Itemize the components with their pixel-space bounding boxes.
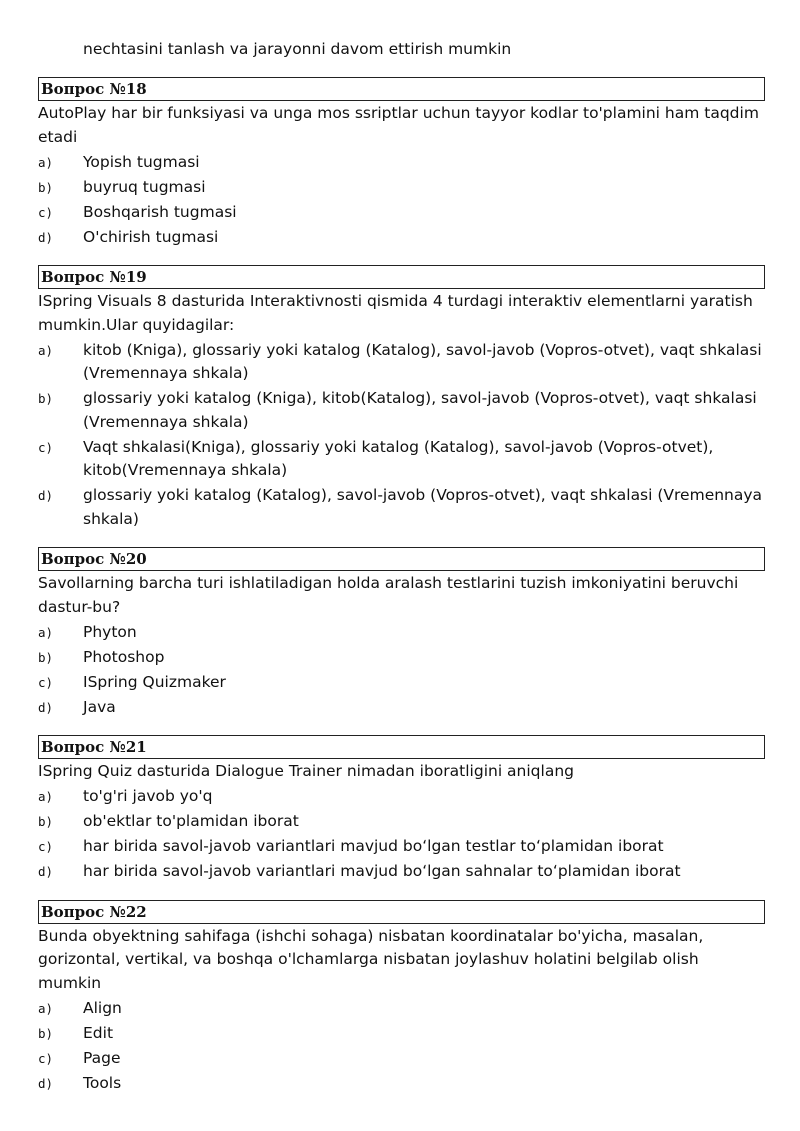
question-block [38,735,765,884]
continuation-text: nechtasini tanlash va jarayonni davom ettirish mumkin [83,40,512,58]
question-block [38,900,765,1096]
answer-option [38,646,765,670]
question-block [38,77,765,249]
option-letter: d) [38,488,54,503]
question-text: ISpring Quiz dasturida Dialogue Trainer nimadan iboratligini aniqlang [38,762,574,780]
option-text: har birida savol-javob variantlari mavjud boʻlgan testlar toʻplamidan iborat [83,837,664,855]
option-letter: a) [38,154,54,170]
option-letter: b) [38,814,54,829]
question-text: Savollarning barcha turi ishlatiladigan holda aralash testlarini tuzish imkoniyatini beruvchi dastur-bu? [38,574,739,616]
question-title: Вопрос №18 [38,77,765,101]
option-letter: c) [38,204,54,220]
option-text: Edit [83,1023,114,1042]
option-letter: c) [38,839,54,854]
option-letter: a) [38,342,54,358]
question-title: Вопрос №19 [38,265,765,289]
option-text: to'g'ri javob yo'q [83,787,213,805]
answer-option [38,671,765,695]
answer-option [38,696,765,720]
option-text: Yopish tugmasi [83,152,200,171]
option-letter: d) [38,1075,54,1091]
answer-option [38,339,765,386]
question-title: Вопрос №22 [38,900,765,924]
option-letter: b) [38,649,54,665]
option-text: har birida savol-javob variantlari mavjud boʻlgan sahnalar toʻplamidan iborat [83,862,681,880]
option-letter: b) [38,179,54,195]
option-text: Phyton [83,622,137,641]
question-title: Вопрос №21 [38,735,765,759]
answer-option [38,860,765,884]
answer-option [38,201,765,225]
question-title: Вопрос №20 [38,547,765,571]
option-text: glossariy yoki katalog (Kniga), kitob(Katalog), savol-javob (Vopros-otvet), vaqt shkalasi (Vremennaya shkala) [83,389,757,431]
document-page [38,0,765,1095]
option-text: Vaqt shkalasi(Kniga), glossariy yoki katalog (Katalog), savol-javob (Vopros-otvet), kitob(Vremennaya shkala) [83,437,714,479]
option-text: ob'ektlar to'plamidan iborat [83,812,299,830]
answer-option [38,1022,765,1046]
question-text: ISpring Visuals 8 dasturida Interaktivnosti qismida 4 turdagi interaktiv elementlarni yaratish mumkin.Ular quyidagilar: [38,292,753,334]
option-letter: d) [38,864,54,879]
option-text: Photoshop [83,647,165,666]
answer-option [38,176,765,200]
option-letter: c) [38,439,54,455]
option-letter: a) [38,789,54,804]
answer-option [38,810,765,834]
option-letter: a) [38,1000,54,1016]
option-text: O'chirish tugmasi [83,227,219,246]
answer-option [38,1047,765,1071]
option-letter: c) [38,674,54,690]
option-text: Align [83,998,122,1017]
question-block [38,547,765,719]
answer-option [38,484,765,531]
question-block [38,265,765,531]
option-letter: d) [38,229,54,245]
option-text: ISpring Quizmaker [83,672,226,691]
option-letter: b) [38,391,54,406]
answer-option [38,387,765,434]
option-text: Boshqarish tugmasi [83,202,237,221]
option-text: buyruq tugmasi [83,177,206,196]
answer-option [38,1072,765,1096]
question-text: AutoPlay har bir funksiyasi va unga mos ssriptlar uchun tayyor kodlar to'plamini ham taqdim etadi [38,104,759,146]
option-text: Page [83,1048,121,1067]
answer-option [38,151,765,175]
option-letter: a) [38,624,54,640]
option-text: kitob (Kniga), glossariy yoki katalog (Katalog), savol-javob (Vopros-otvet), vaqt shkalasi (Vremennaya shkala) [83,340,762,382]
answer-option [38,835,765,859]
answer-option [38,226,765,250]
option-text: glossariy yoki katalog (Katalog), savol-javob (Vopros-otvet), vaqt shkalasi (Vremennaya shkala) [83,486,763,528]
question-text: Bunda obyektning sahifaga (ishchi sohaga) nisbatan koordinatalar bo'yicha, masalan, gorizontal, vertikal, va boshqa o'lchamlarga nisbatan joylashuv holatini belgilab olish mumkin [38,926,704,992]
answer-option [38,621,765,645]
answer-option [38,436,765,483]
option-text: Java [83,697,116,716]
option-text: Tools [83,1073,122,1092]
option-letter: b) [38,1025,54,1041]
option-letter: d) [38,699,54,715]
answer-option [38,997,765,1021]
answer-option [38,785,765,809]
option-letter: c) [38,1050,54,1066]
